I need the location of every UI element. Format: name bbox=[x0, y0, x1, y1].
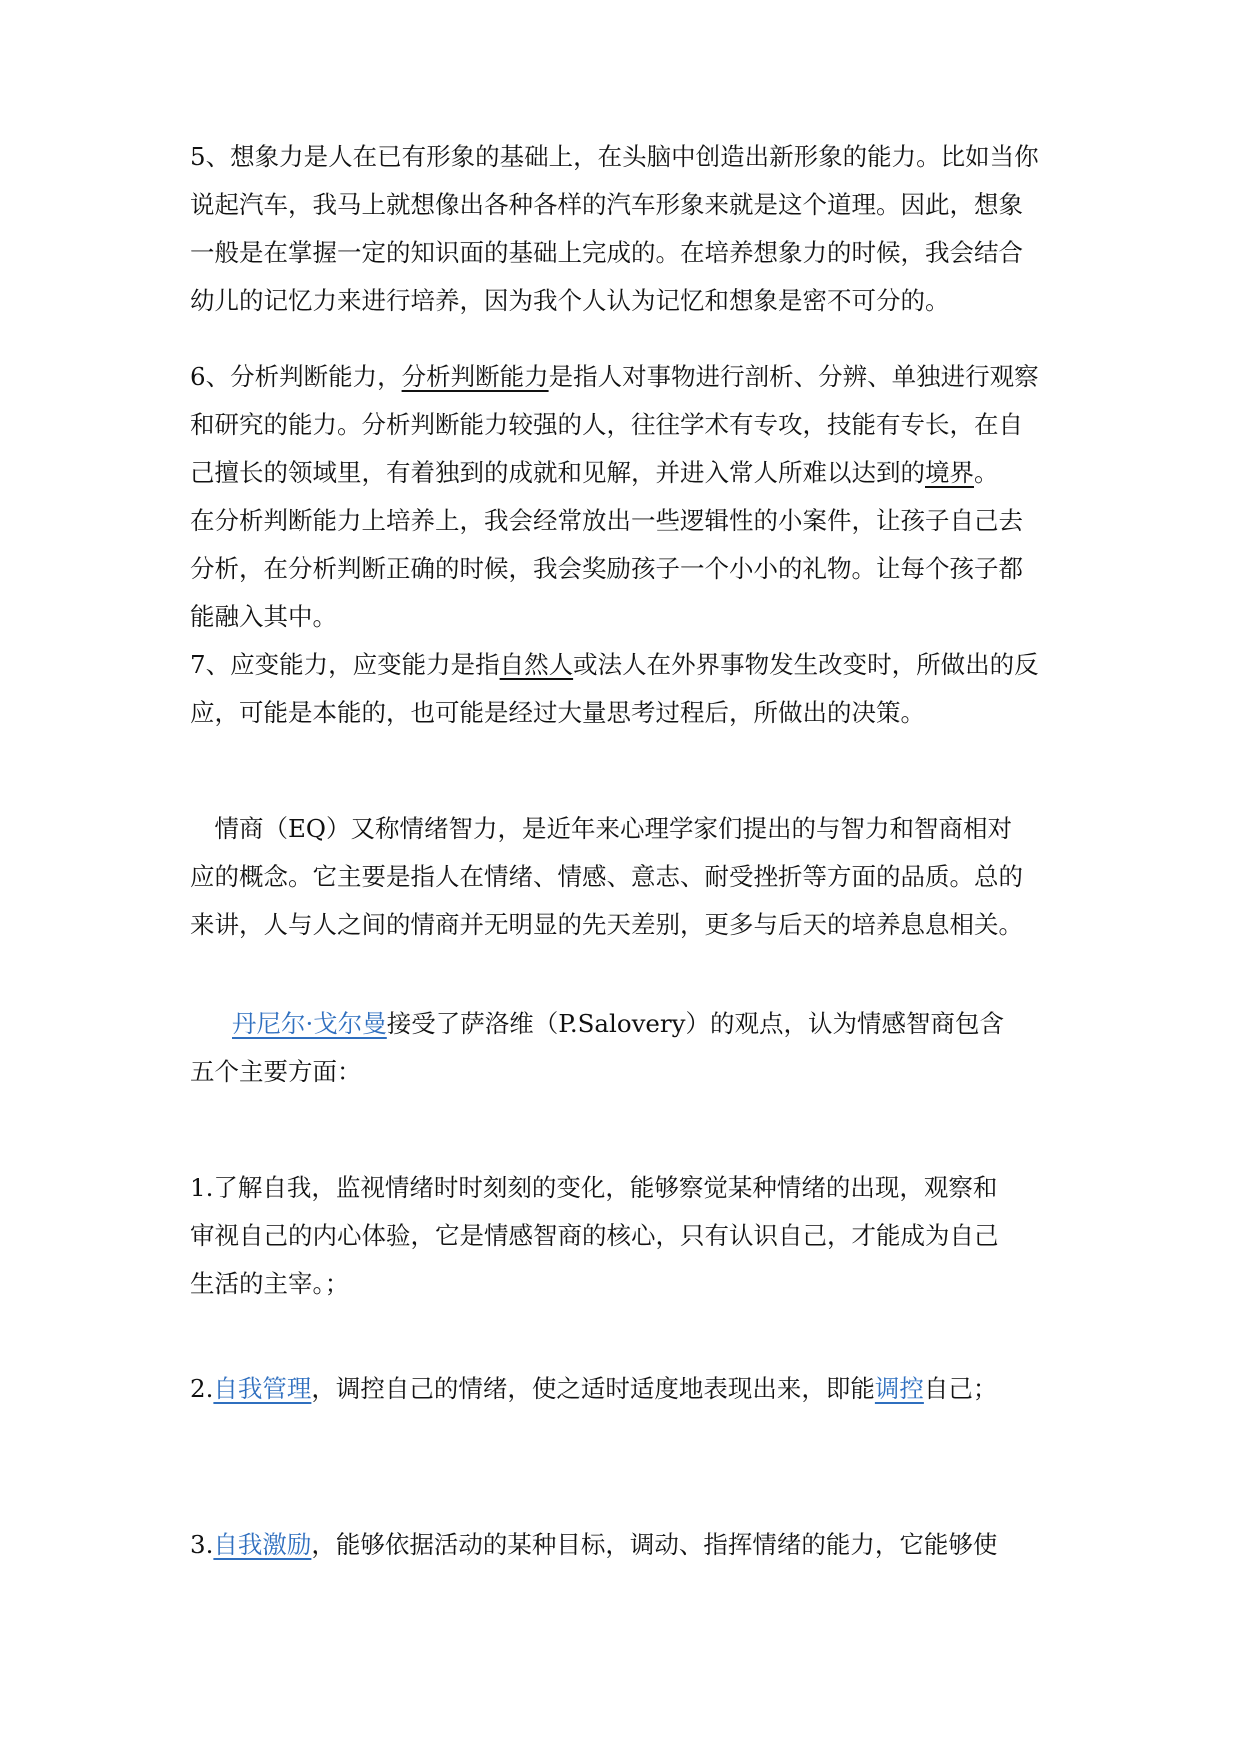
text-line: 审视自己的内心体验，它是情感智商的核心，只有认识自己，才能成为自己 bbox=[190, 1221, 999, 1250]
text-line bbox=[190, 353, 1070, 401]
link-self-management[interactable]: 自我管理 bbox=[213, 1374, 312, 1403]
text-line: 来讲，人与人之间的情商并无明显的先天差别，更多与后天的培养息息相关。 bbox=[190, 910, 1023, 939]
link-regulate[interactable]: 调控 bbox=[874, 1374, 924, 1403]
paragraph-goleman bbox=[190, 1000, 1070, 1096]
text-line: 五个主要方面： bbox=[190, 1057, 362, 1086]
text-line: 在分析判断能力上培养上，我会经常放出一些逻辑性的小案件，让孩子自己去 bbox=[190, 506, 1023, 535]
list-item-self-management bbox=[190, 1365, 1070, 1413]
text-run: 或法人在外界事物发生改变时，所做出的反 bbox=[573, 650, 1039, 679]
link-natural-person[interactable]: 自然人 bbox=[499, 650, 574, 679]
text-run: 是指人对事物进行剖析、分辨、单独进行观察 bbox=[548, 362, 1039, 391]
link-realm[interactable]: 境界 bbox=[925, 458, 974, 487]
text-line: 应，可能是本能的，也可能是经过大量思考过程后，所做出的决策。 bbox=[190, 698, 925, 727]
text-line: 幼儿的记忆力来进行培养，因为我个人认为记忆和想象是密不可分的。 bbox=[190, 286, 950, 315]
text-run: 自己； bbox=[923, 1374, 998, 1403]
text-line: 1.了解自我，监视情绪时时刻刻的变化，能够察觉某种情绪的出现，观察和 bbox=[190, 1173, 998, 1202]
paragraph-imagination bbox=[190, 133, 1070, 325]
text-line: 一般是在掌握一定的知识面的基础上完成的。在培养想象力的时候，我会结合 bbox=[190, 238, 1023, 267]
paragraph-analysis bbox=[190, 353, 1070, 641]
text-line bbox=[190, 1365, 1070, 1413]
text-run: 6、分析判断能力， bbox=[190, 362, 402, 391]
text-run: 。 bbox=[974, 458, 999, 487]
text-line bbox=[190, 449, 1070, 497]
text-line bbox=[190, 1521, 1070, 1569]
text-line: 生活的主宰。； bbox=[190, 1269, 350, 1298]
link-goleman[interactable]: 丹尼尔·戈尔曼 bbox=[232, 1009, 387, 1038]
text-run: ，能够依据活动的某种目标，调动、指挥情绪的能力，它能够使 bbox=[311, 1530, 998, 1559]
text-line: 情商（EQ）又称情绪智力，是近年来心理学家们提出的与智力和智商相对 bbox=[190, 814, 1012, 843]
text-line bbox=[190, 641, 1070, 689]
paragraph-adaptability bbox=[190, 641, 1070, 737]
link-analysis-ability[interactable]: 分析判断能力 bbox=[401, 362, 549, 391]
list-item-self-awareness bbox=[190, 1164, 1070, 1308]
text-run: 己擅长的领域里，有着独到的成就和见解，并进入常人所难以达到的 bbox=[190, 458, 925, 487]
text-line bbox=[190, 1000, 1070, 1048]
list-number: 2. bbox=[190, 1374, 214, 1403]
text-run: ，调控自己的情绪，使之适时适度地表现出来，即能 bbox=[311, 1374, 875, 1403]
link-self-motivation[interactable]: 自我激励 bbox=[213, 1530, 312, 1559]
paragraph-eq-intro bbox=[190, 805, 1070, 949]
list-item-self-motivation bbox=[190, 1521, 1070, 1569]
text-line: 和研究的能力。分析判断能力较强的人，往往学术有专攻，技能有专长，在自 bbox=[190, 410, 1023, 439]
text-run: 接受了萨洛维（P.Salovery）的观点，认为情感智商包含 bbox=[386, 1009, 1004, 1038]
text-line: 说起汽车，我马上就想像出各种各样的汽车形象来就是这个道理。因此，想象 bbox=[190, 190, 1023, 219]
text-line: 分析，在分析判断正确的时候，我会奖励孩子一个小小的礼物。让每个孩子都 bbox=[190, 554, 1023, 583]
text-run: 7、应变能力，应变能力是指 bbox=[190, 650, 500, 679]
text-line: 能融入其中。 bbox=[190, 602, 337, 631]
text-line: 5、想象力是人在已有形象的基础上，在头脑中创造出新形象的能力。比如当你 bbox=[190, 142, 1039, 171]
text-line: 应的概念。它主要是指人在情绪、情感、意志、耐受挫折等方面的品质。总的 bbox=[190, 862, 1023, 891]
list-number: 3. bbox=[190, 1530, 214, 1559]
